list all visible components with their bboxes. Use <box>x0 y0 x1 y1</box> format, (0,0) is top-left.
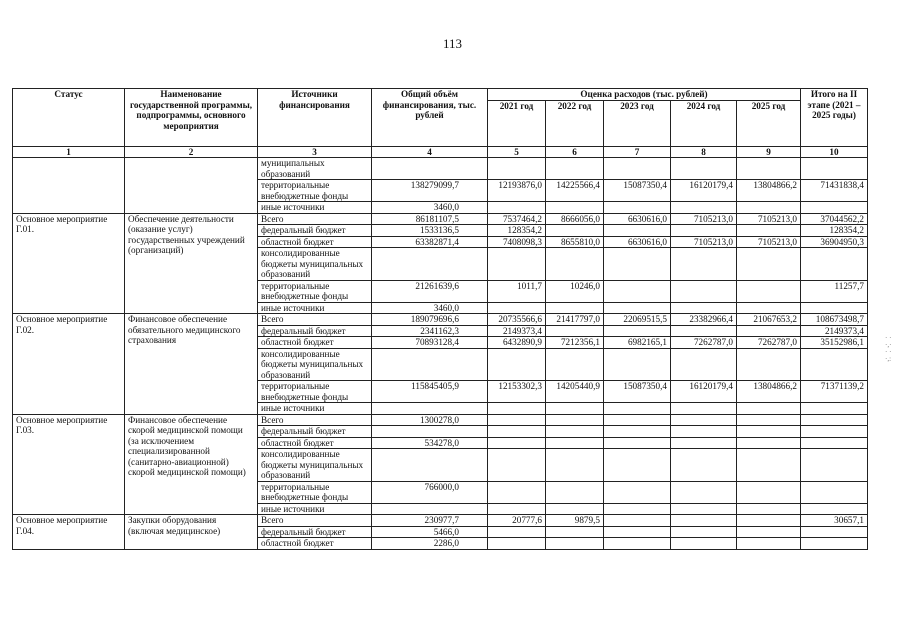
status-cell: Основное мероприятие Г.04. <box>13 515 125 550</box>
program-name-cell <box>125 158 258 214</box>
cell-2024: 23382966,4 <box>671 314 737 326</box>
cell-2021: 2149373,4 <box>488 325 546 337</box>
total-cell <box>372 158 488 180</box>
header-2021: 2021 год <box>488 100 546 146</box>
cell-2025: 7105213,0 <box>737 236 801 248</box>
header-2024: 2024 год <box>671 100 737 146</box>
source-cell: территориальные внебюджетные фонды <box>258 180 372 202</box>
source-cell: Всего <box>258 314 372 326</box>
cell-2023 <box>604 503 671 515</box>
header-itogo: Итого на II этапе (2021 – 2025 годы) <box>801 89 868 147</box>
program-name-cell: Финансовое обеспечение обязательного медицинского страхования <box>125 314 258 415</box>
source-cell: областной бюджет <box>258 538 372 550</box>
total-cell <box>372 248 488 281</box>
cell-2022 <box>546 225 604 237</box>
cell-2021 <box>488 202 546 214</box>
col-number: 9 <box>737 146 801 158</box>
cell-2021 <box>488 503 546 515</box>
cell-2025 <box>737 426 801 438</box>
status-cell: Основное мероприятие Г.01. <box>13 213 125 314</box>
source-cell: территориальные внебюджетные фонды <box>258 481 372 503</box>
cell-2024 <box>671 526 737 538</box>
total-cell: 21261639,6 <box>372 280 488 302</box>
source-cell: консолидированные бюджеты муниципальных образований <box>258 348 372 381</box>
cell-2023 <box>604 202 671 214</box>
cell-2025 <box>737 348 801 381</box>
source-cell: областной бюджет <box>258 236 372 248</box>
source-cell: областной бюджет <box>258 437 372 449</box>
total-cell: 1533136,5 <box>372 225 488 237</box>
cell-2022: 8655810,0 <box>546 236 604 248</box>
cell-2024 <box>671 449 737 482</box>
cell-2025 <box>737 248 801 281</box>
itogo-cell <box>801 302 868 314</box>
source-cell: иные источники <box>258 503 372 515</box>
cell-2022 <box>546 158 604 180</box>
source-cell: иные источники <box>258 202 372 214</box>
source-cell: федеральный бюджет <box>258 426 372 438</box>
cell-2023 <box>604 158 671 180</box>
cell-2023 <box>604 325 671 337</box>
cell-2023 <box>604 449 671 482</box>
table-row <box>13 515 868 527</box>
source-cell: муниципальных образований <box>258 158 372 180</box>
cell-2023 <box>604 280 671 302</box>
itogo-cell <box>801 202 868 214</box>
cell-2024: 16120179,4 <box>671 381 737 403</box>
total-cell <box>372 403 488 415</box>
page-number: 113 <box>442 36 463 51</box>
cell-2024: 7105213,0 <box>671 236 737 248</box>
cell-2025 <box>737 437 801 449</box>
source-cell: иные источники <box>258 403 372 415</box>
cell-2025: 13804866,2 <box>737 180 801 202</box>
itogo-cell: 11257,7 <box>801 280 868 302</box>
itogo-cell <box>801 503 868 515</box>
itogo-cell <box>801 158 868 180</box>
header-sources: Источники финансирования <box>258 89 372 147</box>
cell-2025: 13804866,2 <box>737 381 801 403</box>
cell-2024 <box>671 248 737 281</box>
cell-2024 <box>671 503 737 515</box>
itogo-cell <box>801 426 868 438</box>
source-cell: областной бюджет <box>258 337 372 349</box>
itogo-cell: 108673498,7 <box>801 314 868 326</box>
cell-2023 <box>604 437 671 449</box>
cell-2022 <box>546 403 604 415</box>
cell-2025 <box>737 538 801 550</box>
header-program: Наименование государственной программы, подпрограммы, основного мероприятия <box>125 89 258 147</box>
cell-2025 <box>737 526 801 538</box>
cell-2021: 6432890,9 <box>488 337 546 349</box>
cell-2024: 16120179,4 <box>671 180 737 202</box>
cell-2023 <box>604 526 671 538</box>
cell-2021: 7408098,3 <box>488 236 546 248</box>
cell-2021: 20777,6 <box>488 515 546 527</box>
cell-2024 <box>671 325 737 337</box>
cell-2023: 6630616,0 <box>604 213 671 225</box>
cell-2023 <box>604 302 671 314</box>
cell-2023 <box>604 515 671 527</box>
header-status: Статус <box>13 89 125 147</box>
cell-2022 <box>546 414 604 426</box>
col-number: 4 <box>372 146 488 158</box>
cell-2021 <box>488 449 546 482</box>
cell-2021 <box>488 348 546 381</box>
cell-2021 <box>488 248 546 281</box>
source-cell: Всего <box>258 515 372 527</box>
col-number: 5 <box>488 146 546 158</box>
source-cell: Всего <box>258 414 372 426</box>
cell-2022: 8666056,0 <box>546 213 604 225</box>
program-name-cell: Обеспечение деятельности (оказание услуг) государственных учреждений (организаций) <box>125 213 258 314</box>
cell-2021: 20735566,6 <box>488 314 546 326</box>
cell-2025 <box>737 325 801 337</box>
cell-2023 <box>604 538 671 550</box>
cell-2023 <box>604 225 671 237</box>
cell-2022: 9879,5 <box>546 515 604 527</box>
total-cell <box>372 449 488 482</box>
itogo-cell <box>801 437 868 449</box>
col-number: 10 <box>801 146 868 158</box>
itogo-cell <box>801 449 868 482</box>
program-name-cell: Закупки оборудования (включая медицинское) <box>125 515 258 550</box>
cell-2021: 1011,7 <box>488 280 546 302</box>
cell-2025 <box>737 280 801 302</box>
total-cell: 63382871,4 <box>372 236 488 248</box>
header-total: Общий объём финансирования, тыс. рублей <box>372 89 488 147</box>
cell-2022 <box>546 325 604 337</box>
itogo-cell: 71431838,4 <box>801 180 868 202</box>
source-cell: федеральный бюджет <box>258 526 372 538</box>
itogo-cell <box>801 248 868 281</box>
table-row <box>13 213 868 225</box>
cell-2022 <box>546 202 604 214</box>
cell-2021 <box>488 437 546 449</box>
cell-2024 <box>671 437 737 449</box>
itogo-cell <box>801 414 868 426</box>
cell-2024 <box>671 403 737 415</box>
cell-2025 <box>737 449 801 482</box>
header-2022: 2022 год <box>546 100 604 146</box>
cell-2024: 7105213,0 <box>671 213 737 225</box>
status-cell: Основное мероприятие Г.02. <box>13 314 125 415</box>
cell-2021 <box>488 526 546 538</box>
source-cell: консолидированные бюджеты муниципальных образований <box>258 449 372 482</box>
source-cell: федеральный бюджет <box>258 225 372 237</box>
header-2025: 2025 год <box>737 100 801 146</box>
cell-2021 <box>488 302 546 314</box>
cell-2025 <box>737 515 801 527</box>
cell-2025: 7105213,0 <box>737 213 801 225</box>
cell-2024 <box>671 225 737 237</box>
cell-2023 <box>604 248 671 281</box>
table-row <box>13 414 868 426</box>
cell-2025 <box>737 158 801 180</box>
cell-2022: 14225566,4 <box>546 180 604 202</box>
itogo-cell <box>801 403 868 415</box>
cell-2025 <box>737 403 801 415</box>
total-cell: 138279099,7 <box>372 180 488 202</box>
itogo-cell <box>801 481 868 503</box>
financing-table <box>12 88 868 550</box>
cell-2022 <box>546 348 604 381</box>
status-cell <box>13 158 125 214</box>
source-cell: иные источники <box>258 302 372 314</box>
cell-2024 <box>671 302 737 314</box>
cell-2022 <box>546 248 604 281</box>
col-number: 2 <box>125 146 258 158</box>
cell-2024: 7262787,0 <box>671 337 737 349</box>
cell-2025 <box>737 302 801 314</box>
program-name-cell: Финансовое обеспечение скорой медицинской помощи (за исключением специализированной (санитарно-авиационной) скорой медицинской помощи) <box>125 414 258 515</box>
itogo-cell: 2149373,4 <box>801 325 868 337</box>
cell-2023: 22069515,5 <box>604 314 671 326</box>
source-cell: Всего <box>258 213 372 225</box>
cell-2024 <box>671 280 737 302</box>
cell-2025 <box>737 225 801 237</box>
cell-2022 <box>546 503 604 515</box>
total-cell <box>372 348 488 381</box>
status-cell: Основное мероприятие Г.03. <box>13 414 125 515</box>
source-cell: консолидированные бюджеты муниципальных образований <box>258 248 372 281</box>
total-cell: 115845405,9 <box>372 381 488 403</box>
cell-2022: 10246,0 <box>546 280 604 302</box>
cell-2025: 21067653,2 <box>737 314 801 326</box>
cell-2021: 128354,2 <box>488 225 546 237</box>
col-number: 3 <box>258 146 372 158</box>
cell-2021 <box>488 426 546 438</box>
cell-2022 <box>546 481 604 503</box>
cell-2021 <box>488 538 546 550</box>
total-cell: 1300278,0 <box>372 414 488 426</box>
cell-2022 <box>546 526 604 538</box>
cell-2024 <box>671 515 737 527</box>
cell-2023: 6630616,0 <box>604 236 671 248</box>
cell-2022 <box>546 302 604 314</box>
scan-artifact: · · ·,· · · ·,: <box>885 334 892 363</box>
col-number: 8 <box>671 146 737 158</box>
total-cell: 534278,0 <box>372 437 488 449</box>
itogo-cell: 128354,2 <box>801 225 868 237</box>
total-cell: 2341162,3 <box>372 325 488 337</box>
cell-2023 <box>604 426 671 438</box>
cell-2023: 6982165,1 <box>604 337 671 349</box>
itogo-cell <box>801 348 868 381</box>
col-number: 6 <box>546 146 604 158</box>
itogo-cell: 37044562,2 <box>801 213 868 225</box>
col-number: 1 <box>13 146 125 158</box>
itogo-cell: 71371139,2 <box>801 381 868 403</box>
cell-2022 <box>546 449 604 482</box>
cell-2021: 12193876,0 <box>488 180 546 202</box>
header-2023: 2023 год <box>604 100 671 146</box>
cell-2025 <box>737 202 801 214</box>
cell-2025: 7262787,0 <box>737 337 801 349</box>
cell-2024 <box>671 158 737 180</box>
cell-2023: 15087350,4 <box>604 180 671 202</box>
cell-2021 <box>488 403 546 415</box>
total-cell <box>372 426 488 438</box>
cell-2021: 12153302,3 <box>488 381 546 403</box>
cell-2024 <box>671 426 737 438</box>
cell-2022: 21417797,0 <box>546 314 604 326</box>
cell-2023: 15087350,4 <box>604 381 671 403</box>
cell-2023 <box>604 481 671 503</box>
cell-2021 <box>488 414 546 426</box>
total-cell: 70893128,4 <box>372 337 488 349</box>
cell-2025 <box>737 481 801 503</box>
cell-2022: 14205440,9 <box>546 381 604 403</box>
col-number: 7 <box>604 146 671 158</box>
itogo-cell <box>801 538 868 550</box>
itogo-cell: 30657,1 <box>801 515 868 527</box>
total-cell: 189079696,6 <box>372 314 488 326</box>
cell-2022 <box>546 426 604 438</box>
total-cell: 3460,0 <box>372 202 488 214</box>
cell-2025 <box>737 503 801 515</box>
cell-2022 <box>546 437 604 449</box>
itogo-cell: 36904950,3 <box>801 236 868 248</box>
cell-2024 <box>671 348 737 381</box>
cell-2024 <box>671 481 737 503</box>
cell-2021 <box>488 158 546 180</box>
cell-2024 <box>671 538 737 550</box>
cell-2022: 7212356,1 <box>546 337 604 349</box>
header-estimate: Оценка расходов (тыс. рублей) <box>488 89 801 101</box>
cell-2022 <box>546 538 604 550</box>
total-cell <box>372 503 488 515</box>
source-cell: территориальные внебюджетные фонды <box>258 381 372 403</box>
total-cell: 230977,7 <box>372 515 488 527</box>
cell-2021 <box>488 481 546 503</box>
cell-2021: 7537464,2 <box>488 213 546 225</box>
itogo-cell <box>801 526 868 538</box>
total-cell: 5466,0 <box>372 526 488 538</box>
cell-2023 <box>604 414 671 426</box>
total-cell: 2286,0 <box>372 538 488 550</box>
itogo-cell: 35152986,1 <box>801 337 868 349</box>
cell-2024 <box>671 202 737 214</box>
column-numbers-row <box>13 146 868 158</box>
source-cell: территориальные внебюджетные фонды <box>258 280 372 302</box>
total-cell: 3460,0 <box>372 302 488 314</box>
source-cell: федеральный бюджет <box>258 325 372 337</box>
table-row <box>13 314 868 326</box>
cell-2024 <box>671 414 737 426</box>
cell-2025 <box>737 414 801 426</box>
cell-2023 <box>604 348 671 381</box>
total-cell: 766000,0 <box>372 481 488 503</box>
table-row <box>13 158 868 180</box>
total-cell: 86181107,5 <box>372 213 488 225</box>
cell-2023 <box>604 403 671 415</box>
